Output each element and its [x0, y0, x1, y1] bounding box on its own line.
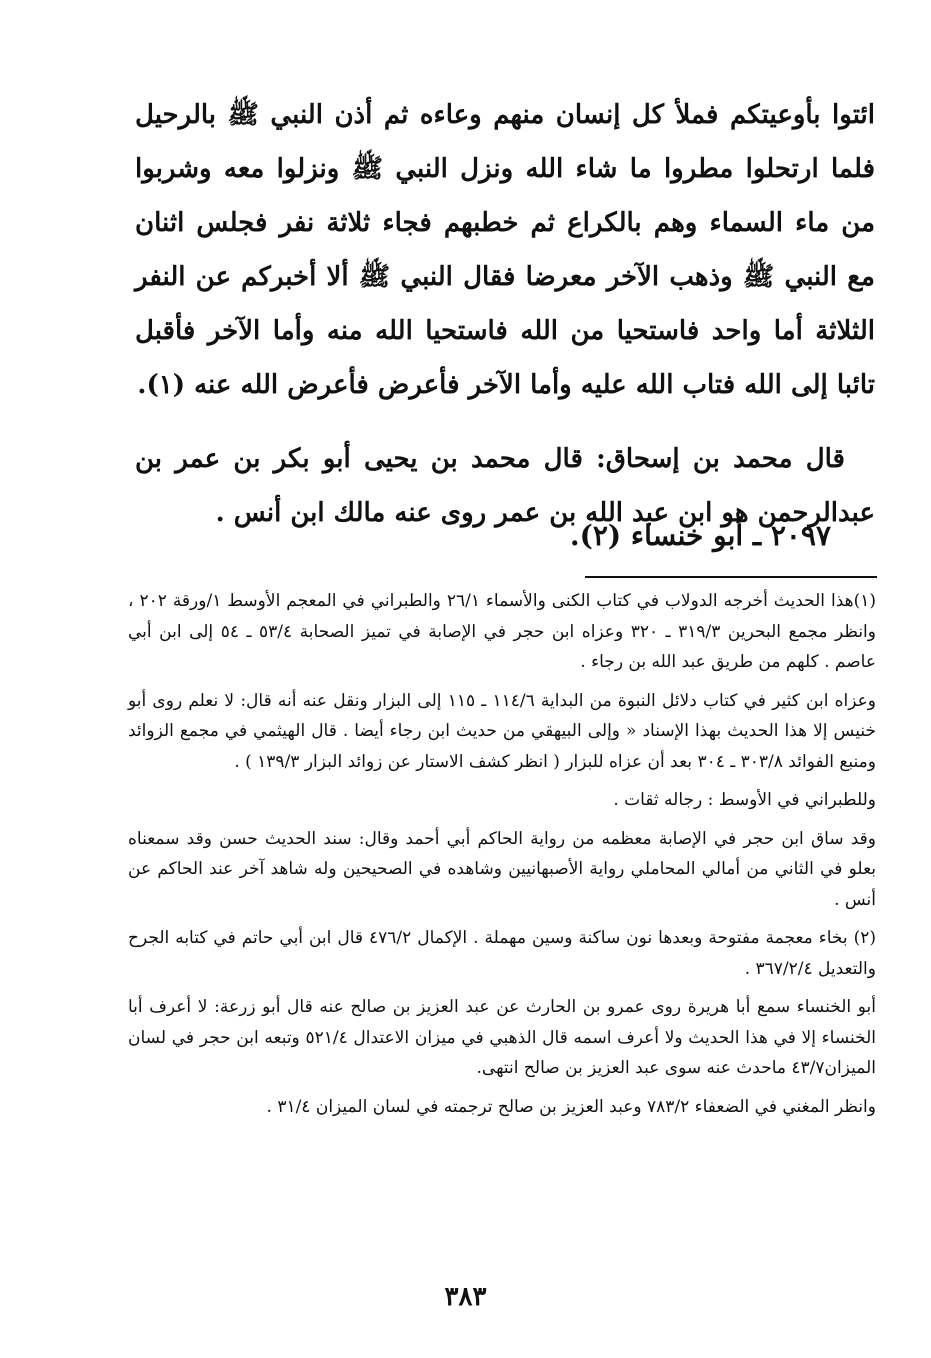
footnote-1-continuation: وعزاه ابن كثير في كتاب دلائل النبوة من البداية ١١٤/٦ ـ ١١٥ إلى البزار ونقل عنه أنه قال: لا نعلم روى أبو خنيس إلا هذا الحديث بهذا الإسناد « وإلى البيهقي من حديث ابن رجاء أيضا . قال الهيثمي في مجمع الزوائد ومنبع الفوائد ٣٠٣/٨ ـ ٣٠٤ بعد أن عزاه للبزار ( انظر كشف الاستار عن زوائد البزار ١٣٩/٣ ) . — [128, 690, 876, 772]
footnote-2-continuation: أبو الخنساء سمع أبا هريرة روى عمرو بن الحارث عن عبد العزيز بن صالح عنه قال أبو زرعة: لا أعرف أبا الخنساء إلا في هذا الحديث ولا أعرف اسمه قال الذهبي في ميزان الاعتدال ٥٢١/٤ وتبعه ابن حجر في لسان الميزان٤٣/٧ ماحدث عنه سوى عبد العزيز بن صالح انتهى. — [128, 997, 877, 1078]
main-text — [135, 88, 875, 540]
page-number: ٣٨٣ — [444, 1282, 487, 1312]
main-paragraph-hadith: ائتوا بأوعيتكم فملأ كل إنسان منهم وعاءه ثم أذن النبي ﷺ بالرحيل فلما ارتحلوا مطروا ما شاء الله ونزل النبي ﷺ ونزلوا معه وشربوا من ماء السماء وهم بالكراع ثم خطبهم فجاء ثلاثة نفر فجلس اثنان مع النبي ﷺ وذهب الآخر معرضا فقال النبي ﷺ ألا أخبركم عن النفر الثلاثة أما واحد فاستحيا من الله فاستحيا الله منه وأما الآخر فأقبل تائبا إلى الله فتاب الله عليه وأما الآخر فأعرض فأعرض الله عنه (١). — [135, 100, 875, 400]
footnote-2: (٢) بخاء معجمة مفتوحة وبعدها نون ساكنة وسين مهملة . الإكمال ٤٧٦/٢ قال ابن أبي حاتم في كتابه الجرح والتعديل ٣٦٧/٢/٤ . — [128, 928, 876, 979]
main-paragraph-isnad-note: قال محمد بن إسحاق: قال محمد بن يحيى أبو بكر بن عمر بن عبدالرحمن هو ابن عبد الله بن عمر روى عنه مالك ابن أنس . — [135, 444, 875, 528]
footnote-1-continuation: وللطبراني في الأوسط : رجاله ثقات . — [613, 790, 876, 810]
footnote-1-continuation: وقد ساق ابن حجر في الإصابة معظمه من رواية الحاكم أبي أحمد وقال: سند الحديث حسن وقد سمعناه بعلو في الثاني من أمالي المحاملي رواية الأصبهانيين وشاهده في الصحيحين وله شاهد آخر عند الحاكم عن أنس . — [128, 828, 876, 910]
footnote-2-continuation: وانظر المغني في الضعفاء ٧٨٣/٢ وعبد العزيز بن صالح ترجمته في لسان الميزان ٣١/٤ . — [266, 1096, 876, 1117]
entry-heading: ٢٠٩٧ ـ أبو خنساء (٢). — [569, 519, 831, 552]
footnote-separator — [585, 576, 877, 578]
footnote-1: (١)هذا الحديث أخرجه الدولاب في كتاب الكنى والأسماء ٢٦/١ والطبراني في المعجم الأوسط ١/ورقة ٢٠٢ ، وانظر مجمع البحرين ٣١٩/٣ ـ ٣٢٠ وعزاه ابن حجر في الإصابة في تميز الصحابة ٥٣/٤ ـ ٥٤ إلى ابن أبي عاصم . كلهم من طريق عبد الله بن رجاء . — [128, 591, 876, 672]
footnotes — [128, 586, 876, 1130]
